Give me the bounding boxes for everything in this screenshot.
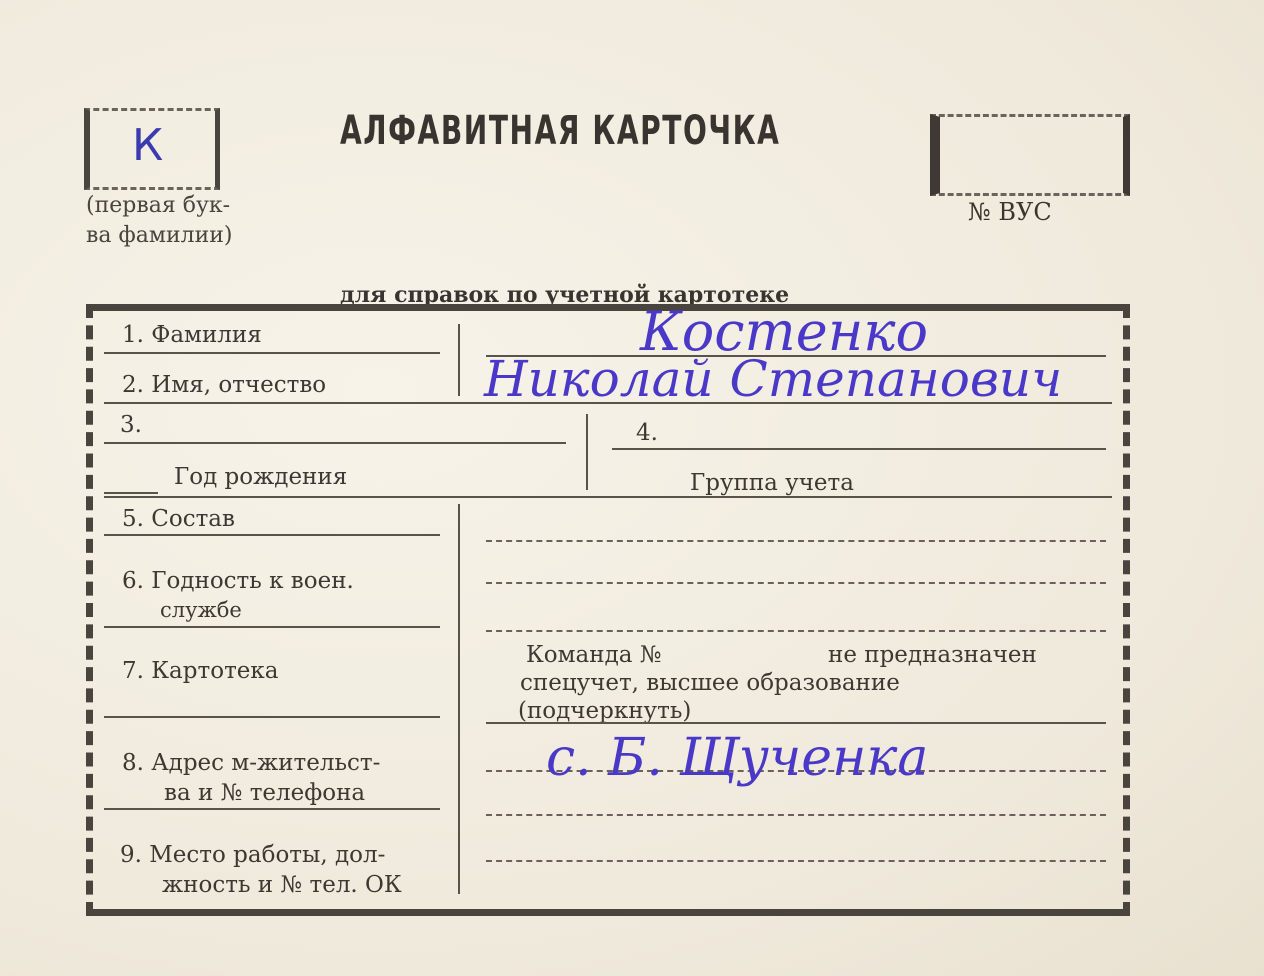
line-birth-top [104, 442, 566, 444]
command-note-1b: не предназначен [828, 642, 1037, 668]
label-fitness-2: службе [160, 598, 242, 622]
line-birth-bottom-a [104, 492, 158, 494]
card-title: АЛФАВИТНАЯ КАРТОЧКА [340, 108, 781, 154]
label-name: 2. Имя, отчество [122, 372, 327, 398]
separator-main [458, 504, 460, 894]
dash-right-2 [486, 582, 1106, 584]
command-note-3: (подчеркнуть) [518, 698, 692, 724]
value-name: Николай Степанович [484, 350, 1063, 408]
line-surname-left [104, 352, 440, 354]
label-fitness-1: 6. Годность к воен. [122, 568, 354, 594]
dash-right-1 [486, 540, 1106, 542]
label-address-2: ва и № телефона [164, 780, 366, 806]
separator-3-4 [586, 414, 588, 490]
line-index [104, 716, 440, 718]
label-composition: 5. Состав [122, 506, 235, 532]
label-birth-number: 3. [120, 412, 142, 438]
value-surname: Костенко [640, 300, 929, 363]
label-index: 7. Картотека [122, 658, 279, 684]
label-work-1: 9. Место работы, дол- [120, 842, 386, 868]
first-letter-hint-2: ва фамилии) [86, 223, 233, 248]
command-note-2: спецучет, высшее образование [520, 670, 900, 696]
separator-top [458, 324, 460, 396]
value-address: с. Б. Щученка [546, 728, 929, 788]
dash-right-3 [486, 630, 1106, 632]
line-fitness [104, 626, 440, 628]
label-address-1: 8. Адрес м-жительст- [122, 750, 381, 776]
dash-right-5 [486, 814, 1106, 816]
first-letter-value: К [132, 120, 164, 171]
line-address [104, 808, 440, 810]
dash-right-6 [486, 860, 1106, 862]
vus-label: № ВУС [968, 198, 1052, 226]
line-group-top [612, 448, 1106, 450]
vus-box [930, 114, 1130, 196]
line-composition [104, 534, 440, 536]
card-subtitle: для справок по учетной картотеке [340, 282, 790, 308]
label-birth: Год рождения [174, 464, 348, 490]
label-group-number: 4. [636, 420, 658, 446]
first-letter-hint-1: (первая бук- [86, 193, 231, 218]
label-surname: 1. Фамилия [122, 322, 262, 348]
label-work-2: жность и № тел. ОК [162, 872, 402, 898]
line-row3-bottom [104, 496, 1112, 498]
line-command [486, 722, 1106, 724]
command-note-1a: Команда № [526, 642, 662, 668]
label-group: Группа учета [690, 470, 854, 496]
